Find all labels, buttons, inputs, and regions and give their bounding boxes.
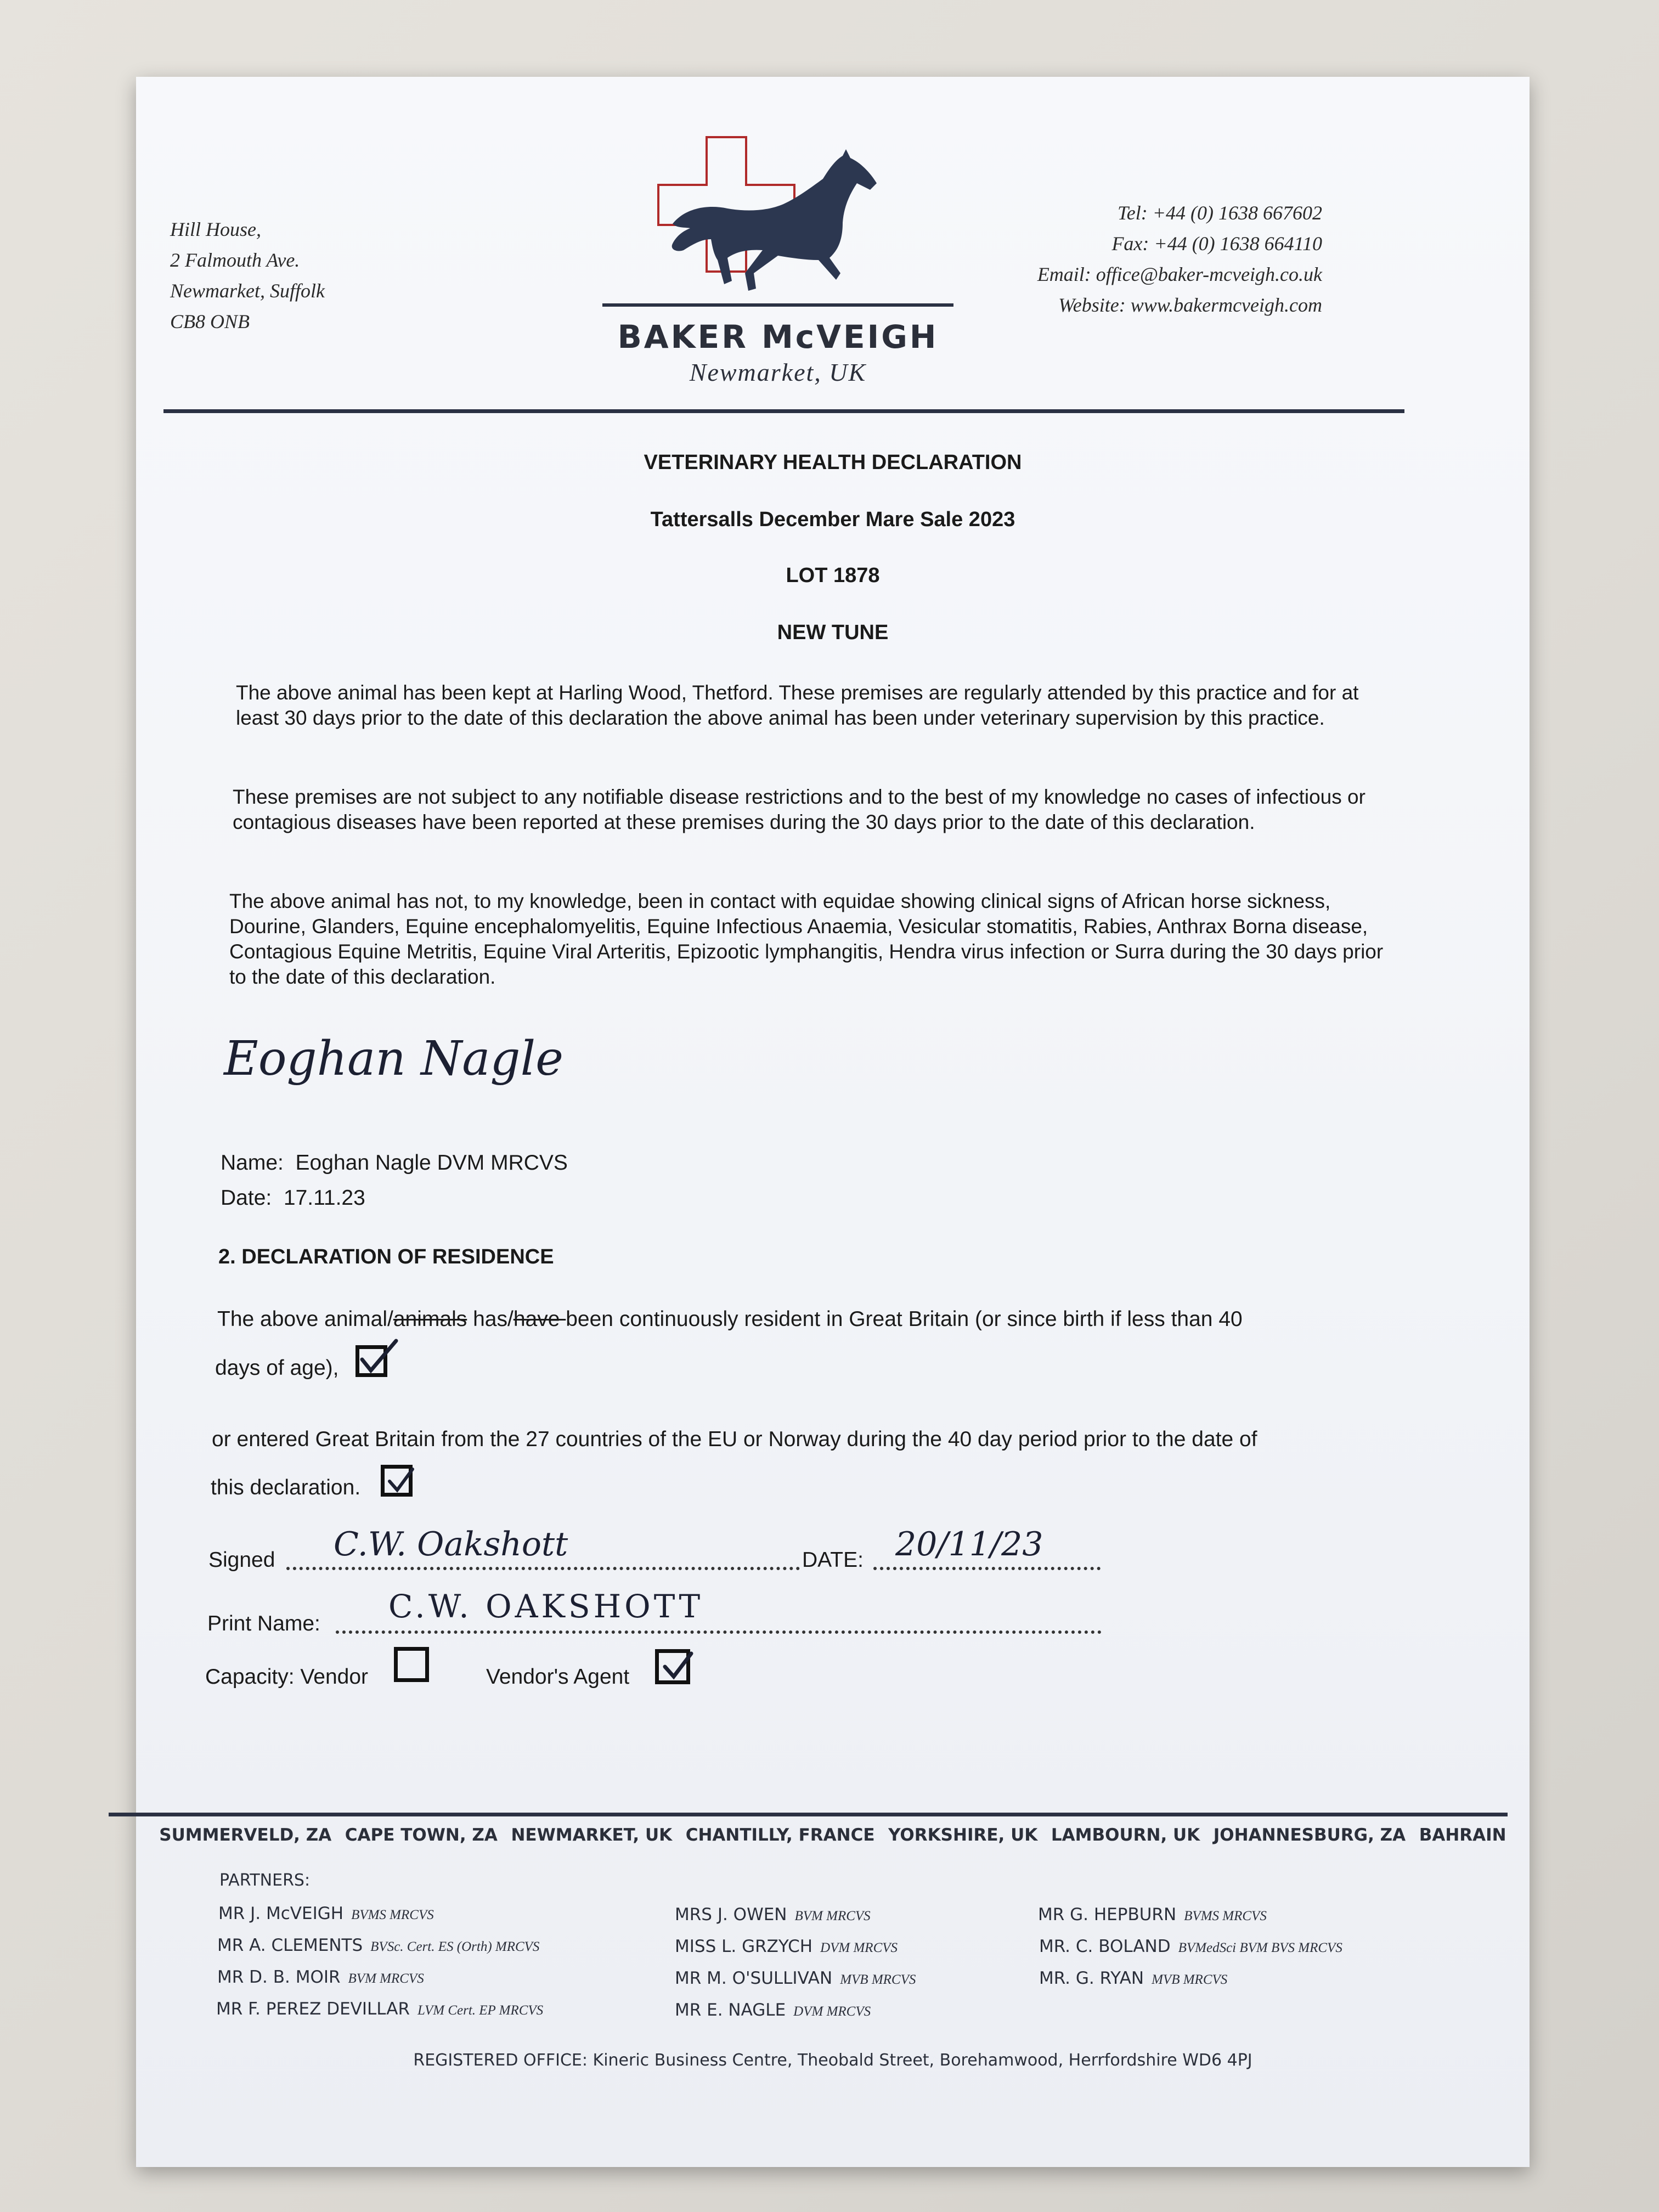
contact-phone: Tel: +44 (0) 1638 667602	[1118, 202, 1322, 224]
declaration-paragraph: The above animal has been kept at Harling Wood, Thetford. These premises are regularly attended by this practice and for at least 30 days prior to the date of this declaration the above animal has been under veterinary supervision by this practice.	[236, 681, 1359, 729]
partner-qualifications: BVMS MRCVS	[351, 1908, 434, 1922]
partner-qualifications: BVM MRCVS	[348, 1971, 424, 1986]
practice-address	[170, 214, 325, 337]
partner-name: MR D. B. MOIR	[217, 1967, 341, 1987]
contact-fax: Fax: +44 (0) 1638 664110	[1111, 233, 1322, 255]
declaration-title: VETERINARY HEALTH DECLARATION	[644, 451, 1022, 474]
contact-email: Email: office@baker-mcveigh.co.uk	[1037, 263, 1322, 285]
partner-name: MR. G. RYAN	[1039, 1968, 1144, 1988]
print-name-line	[336, 1630, 1102, 1634]
partner-qualifications: LVM Cert. EP MRCVS	[417, 2003, 544, 2018]
checkmark-icon	[384, 1465, 417, 1494]
vet-date-row	[221, 1186, 365, 1210]
partner-name: MR E. NAGLE	[675, 2000, 786, 2020]
residence-text: been continuously resident in Great Britain (or since birth if less than 40	[566, 1307, 1243, 1331]
partner-qualifications: MVB MRCVS	[840, 1972, 916, 1987]
residence-heading: 2. DECLARATION OF RESIDENCE	[218, 1245, 554, 1268]
address-line: Newmarket, Suffolk	[170, 280, 325, 302]
partner-qualifications: DVM MRCVS	[793, 2004, 871, 2019]
partner-qualifications: BVSc. Cert. ES (Orth) MRCVS	[370, 1939, 540, 1954]
brand-name: BAKER McVEIGH	[617, 318, 939, 356]
partner-entry	[217, 1967, 424, 1987]
residence-text: The above animal/	[217, 1307, 393, 1331]
residence-line-1	[217, 1307, 1243, 1331]
print-name-value: C.W. OAKSHOTT	[388, 1588, 704, 1625]
partner-entry	[675, 1968, 916, 1988]
vet-signature: Eoghan Nagle	[224, 1031, 563, 1086]
partner-name: MR M. O'SULLIVAN	[675, 1968, 833, 1988]
document-page	[136, 77, 1530, 2167]
practice-contact	[850, 198, 1322, 320]
office-location: LAMBOURN, UK	[1051, 1825, 1200, 1845]
partner-name: MR. C. BOLAND	[1039, 1937, 1171, 1956]
footer-divider	[109, 1813, 1508, 1816]
partner-qualifications: BVM MRCVS	[794, 1909, 871, 1923]
checkmark-icon	[659, 1650, 695, 1683]
vet-name-row	[221, 1151, 568, 1175]
office-location: CAPE TOWN, ZA	[345, 1825, 498, 1845]
signed-date: 20/11/23	[895, 1525, 1043, 1564]
agent-signature: C.W. Oakshott	[334, 1525, 568, 1564]
capacity-vendor-label: Capacity: Vendor	[205, 1665, 369, 1689]
address-line: Hill House,	[170, 218, 261, 240]
checkmark-icon	[357, 1336, 400, 1376]
vendor-checkbox[interactable]	[394, 1647, 429, 1682]
partner-name: MR G. HEPBURN	[1038, 1905, 1177, 1925]
struck-text: have	[513, 1307, 566, 1331]
partner-entry	[1039, 1937, 1342, 1956]
partner-qualifications: BVMedSci BVM BVS MRCVS	[1178, 1940, 1342, 1955]
struck-text: animals	[393, 1307, 467, 1331]
partner-name: MR F. PEREZ DEVILLAR	[216, 1999, 410, 2019]
contact-website: Website: www.bakermcveigh.com	[1058, 294, 1322, 316]
sale-name: Tattersalls December Mare Sale 2023	[650, 508, 1015, 531]
residence-line-2: days of age),	[215, 1356, 339, 1380]
partner-entry	[217, 1936, 539, 1955]
office-location: BAHRAIN	[1419, 1825, 1506, 1845]
office-location: SUMMERVELD, ZA	[159, 1825, 332, 1845]
name-label: Name:	[221, 1151, 284, 1175]
vet-date: 17.11.23	[283, 1186, 365, 1210]
partner-qualifications: DVM MRCVS	[820, 1940, 898, 1955]
partner-name: MR A. CLEMENTS	[217, 1936, 363, 1955]
office-location: JOHANNESBURG, ZA	[1213, 1825, 1406, 1845]
partner-entry	[1039, 1968, 1227, 1988]
partner-name: MR J. McVEIGH	[218, 1904, 344, 1923]
residence-text: has/	[467, 1307, 514, 1331]
vet-name: Eoghan Nagle DVM MRCVS	[295, 1151, 568, 1175]
address-line: 2 Falmouth Ave.	[170, 249, 300, 271]
date-line	[873, 1567, 1101, 1570]
partners-label: PARTNERS:	[219, 1871, 311, 1890]
address-line: CB8 ONB	[170, 311, 250, 332]
partner-entry	[675, 2000, 871, 2020]
declaration-paragraph: These premises are not subject to any notifiable disease restrictions and to the best of my knowledge no cases of infectious or contagious diseases have been reported at these premises during the 30 days prior to the date of this declaration.	[233, 786, 1365, 833]
date-label: Date:	[221, 1186, 272, 1210]
office-location: NEWMARKET, UK	[511, 1825, 673, 1845]
residence-line-3: or entered Great Britain from the 27 countries of the EU or Norway during the 40 day period prior to the date of	[212, 1427, 1257, 1451]
partner-entry	[216, 1999, 543, 2019]
partner-qualifications: MVB MRCVS	[1152, 1972, 1228, 1987]
partner-name: MISS L. GRZYCH	[675, 1937, 813, 1956]
signed-line	[286, 1567, 800, 1570]
partner-name: MRS J. OWEN	[675, 1905, 787, 1925]
header-divider	[163, 409, 1404, 413]
partner-entry	[1038, 1905, 1267, 1925]
vendors-agent-label: Vendor's Agent	[486, 1665, 630, 1689]
office-location: CHANTILLY, FRANCE	[685, 1825, 875, 1845]
office-locations	[136, 1825, 1530, 1845]
declaration-paragraph: The above animal has not, to my knowledge, been in contact with equidae showing clinical signs of African horse sickness, Dourine, Glanders, Equine encephalomyelitis, Equine Infectious Anaemia, Vesicular stomatitis, Rabies, Anthrax Borna disease, Contagious Equine Metritis, Equine Viral Arteritis, Epizootic lymphangitis, Hendra virus infection or Surra during the 30 days prior to the date of this declaration.	[229, 890, 1384, 988]
residence-line-4: this declaration.	[211, 1476, 361, 1499]
horse-name: NEW TUNE	[777, 621, 889, 644]
partner-entry	[218, 1904, 434, 1923]
office-location: YORKSHIRE, UK	[888, 1825, 1038, 1845]
partner-qualifications: BVMS MRCVS	[1184, 1909, 1267, 1923]
date-label: DATE:	[802, 1548, 864, 1572]
print-name-label: Print Name:	[207, 1612, 320, 1635]
brand-location: Newmarket, UK	[689, 358, 867, 386]
partner-entry	[675, 1905, 871, 1925]
lot-number: LOT 1878	[786, 564, 880, 587]
registered-office: REGISTERED OFFICE: Kineric Business Centre, Theobald Street, Borehamwood, Herrfordshire WD6 4PJ	[413, 2051, 1252, 2070]
partner-entry	[675, 1937, 898, 1956]
signed-label: Signed	[208, 1548, 275, 1572]
